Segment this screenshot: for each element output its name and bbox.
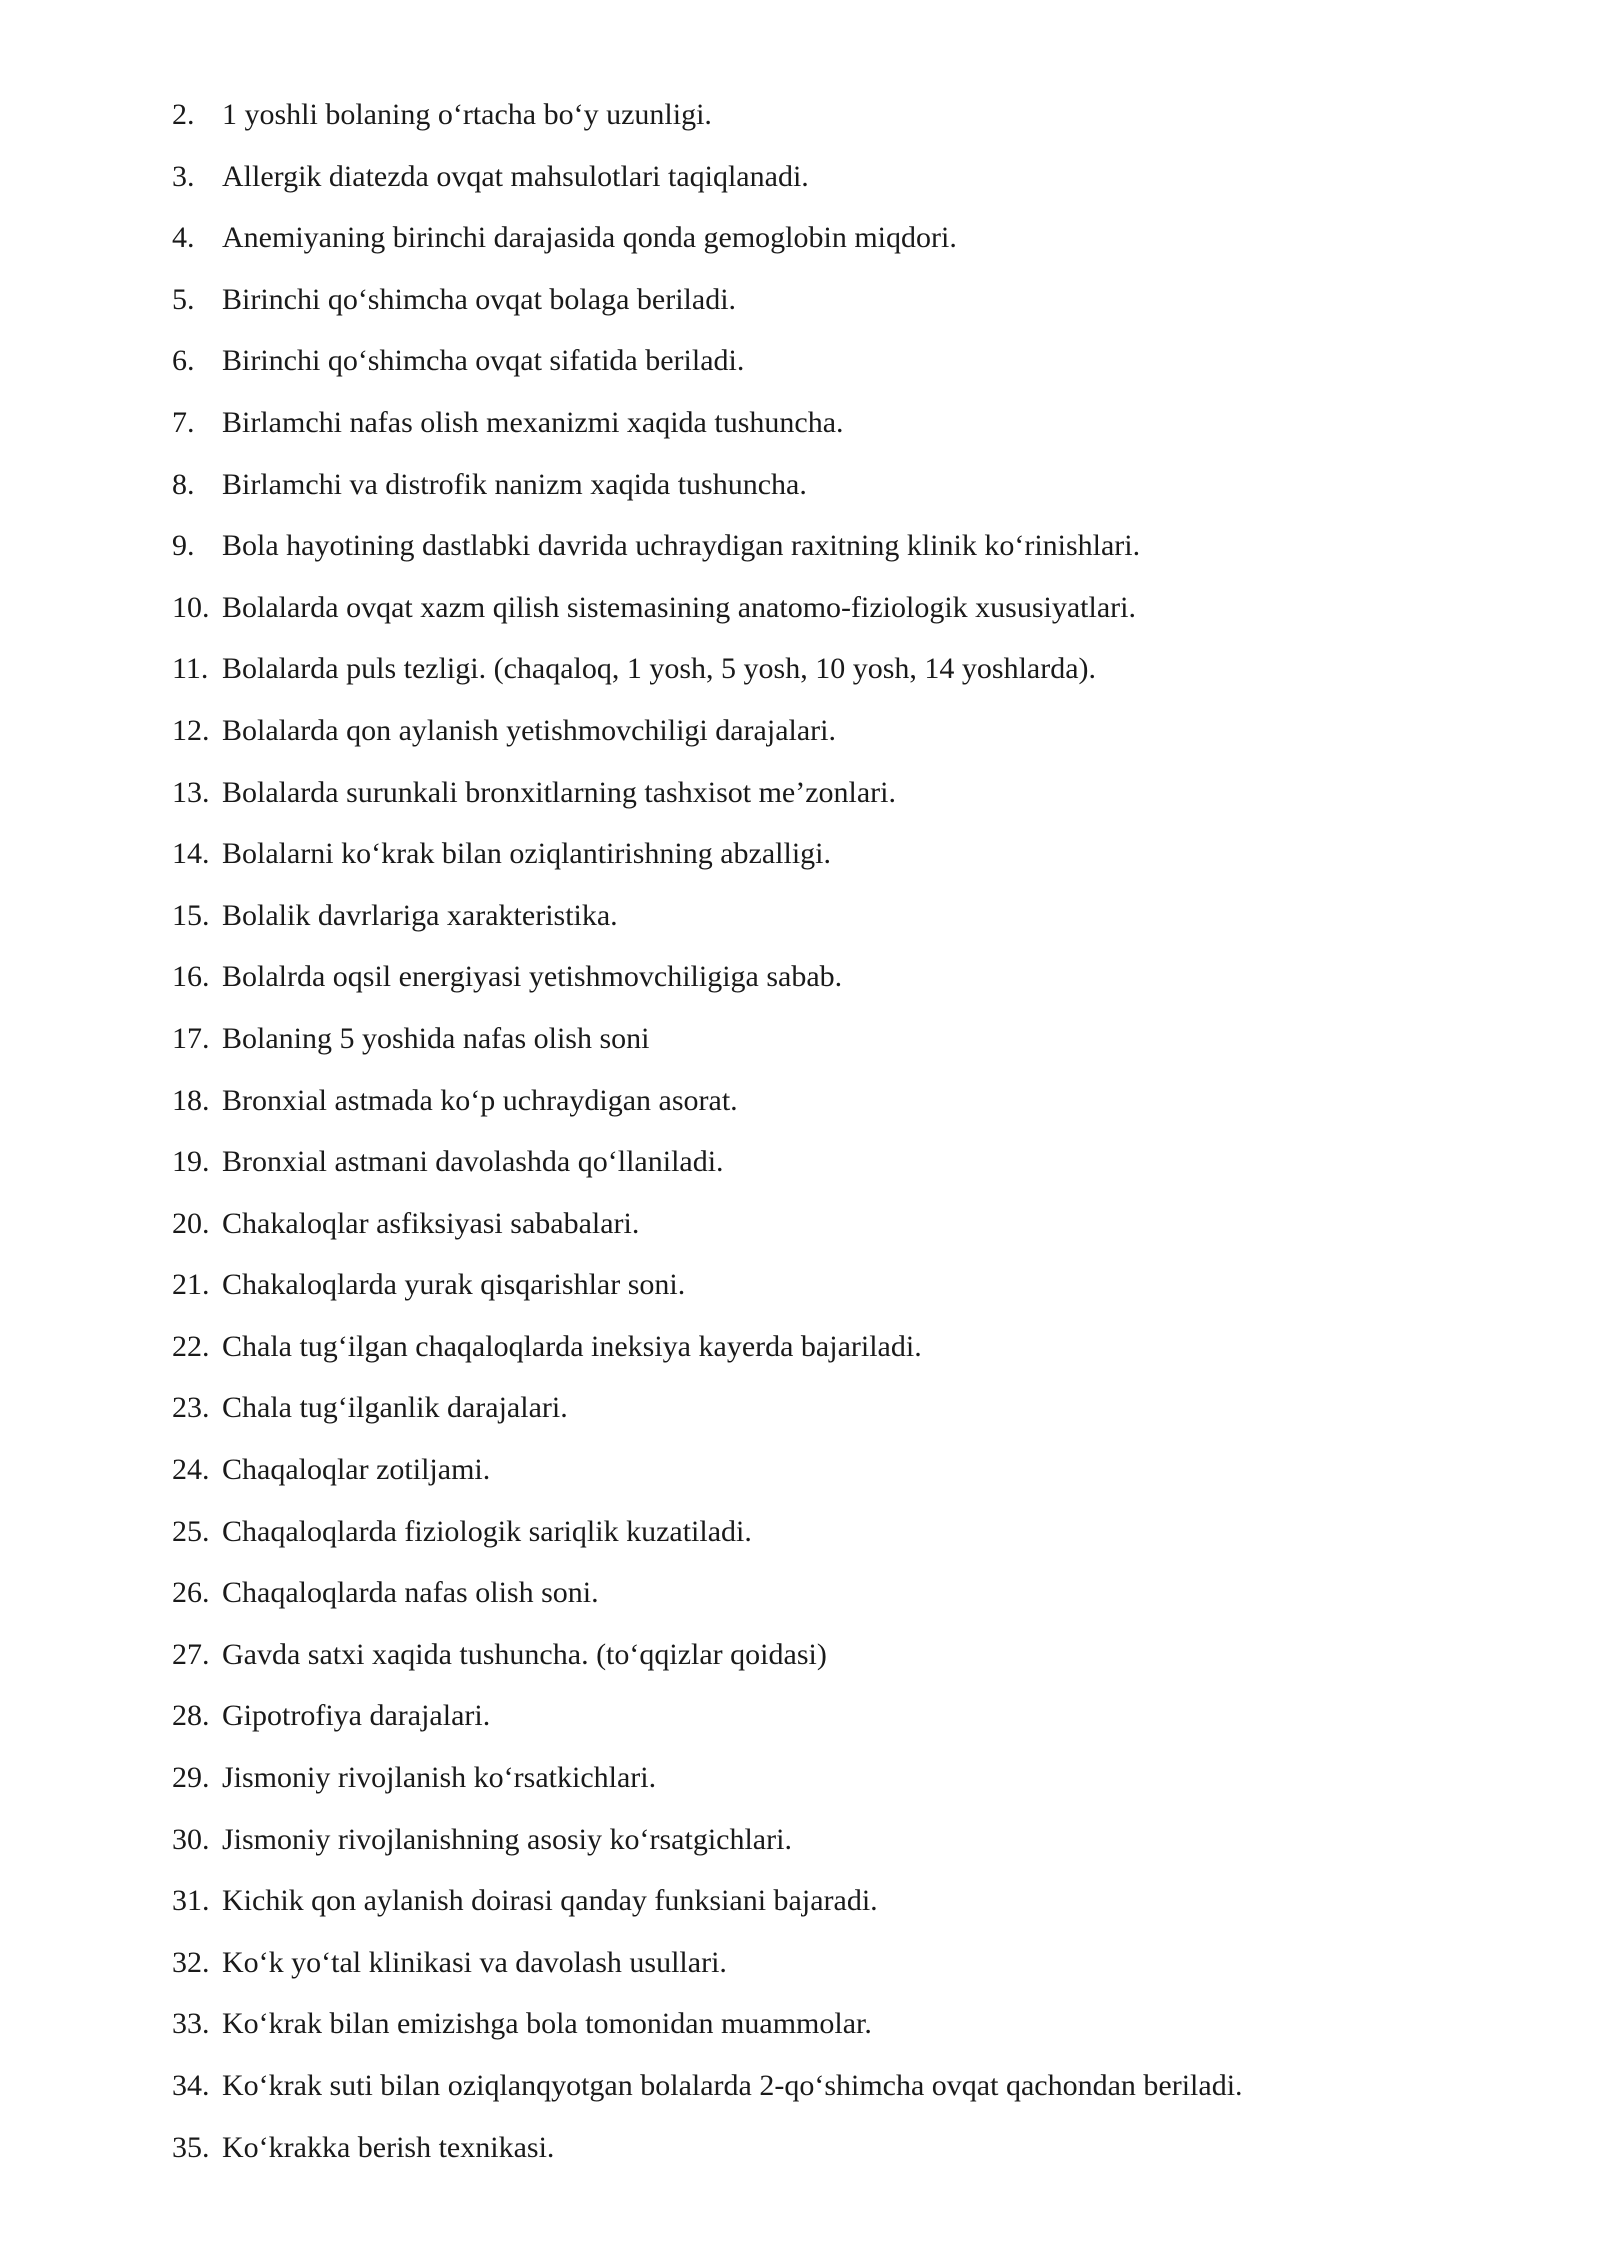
item-text: Kichik qon aylanish doirasi qanday funksiani bajaradi. bbox=[222, 1884, 878, 1918]
list-item bbox=[172, 1142, 1532, 1204]
item-number: 13. bbox=[172, 775, 210, 809]
item-text: Ko‘krak suti bilan oziqlanqyotgan bolalarda 2-qo‘shimcha ovqat qachondan beriladi. bbox=[222, 2069, 1243, 2102]
list-item bbox=[172, 1881, 1532, 1943]
item-number: 16. bbox=[172, 960, 210, 994]
list-item bbox=[172, 465, 1532, 527]
item-number: 20. bbox=[172, 1206, 210, 1240]
item-text: Bolalarda qon aylanish yetishmovchiligi darajalari. bbox=[222, 713, 836, 747]
item-number: 30. bbox=[172, 1822, 210, 1856]
item-text: Chakaloqlar asfiksiyasi sababalari. bbox=[222, 1206, 640, 1240]
item-text: Bolalarni ko‘krak bilan oziqlantirishning abzalligi. bbox=[222, 837, 832, 871]
item-text: Ko‘krakka berish texnikasi. bbox=[222, 2130, 555, 2164]
list-item bbox=[172, 1450, 1532, 1512]
item-number: 8. bbox=[172, 467, 195, 501]
item-text: Bolalarda ovqat xazm qilish sistemasining anatomo-fiziologik xususiyatlari. bbox=[222, 590, 1136, 624]
list-item bbox=[172, 1512, 1532, 1574]
item-number: 18. bbox=[172, 1083, 210, 1117]
item-number: 34. bbox=[172, 2069, 210, 2102]
list-item bbox=[172, 2004, 1532, 2066]
item-number: 24. bbox=[172, 1453, 210, 1487]
item-text: Gipotrofiya darajalari. bbox=[222, 1699, 491, 1733]
item-number: 35. bbox=[172, 2130, 210, 2164]
item-text: Chaqaloqlarda nafas olish soni. bbox=[222, 1576, 599, 1610]
item-text: Jismoniy rivojlanish ko‘rsatkichlari. bbox=[222, 1761, 657, 1795]
item-number: 27. bbox=[172, 1637, 210, 1671]
item-text: 1 yoshli bolaning o‘rtacha bo‘y uzunligi. bbox=[222, 98, 712, 131]
question-list bbox=[172, 95, 1532, 2189]
list-item bbox=[172, 403, 1532, 465]
item-number: 5. bbox=[172, 282, 195, 316]
item-text: Chaqaloqlar zotiljami. bbox=[222, 1453, 491, 1487]
list-item bbox=[172, 896, 1532, 958]
list-item bbox=[172, 1573, 1532, 1635]
item-number: 32. bbox=[172, 1945, 210, 1979]
list-item bbox=[172, 1204, 1532, 1266]
list-item bbox=[172, 280, 1532, 342]
list-item bbox=[172, 218, 1532, 280]
list-item bbox=[172, 1327, 1532, 1389]
list-item bbox=[172, 526, 1532, 588]
item-number: 12. bbox=[172, 713, 210, 747]
item-text: Birinchi qo‘shimcha ovqat bolaga beriladi. bbox=[222, 282, 737, 316]
item-number: 2. bbox=[172, 98, 195, 131]
item-number: 19. bbox=[172, 1145, 210, 1179]
list-item bbox=[172, 957, 1532, 1019]
item-text: Chaqaloqlarda fiziologik sariqlik kuzatiladi. bbox=[222, 1514, 752, 1548]
list-item bbox=[172, 1758, 1532, 1820]
item-text: Bolalik davrlariga xarakteristika. bbox=[222, 898, 618, 932]
item-number: 29. bbox=[172, 1761, 210, 1795]
item-number: 25. bbox=[172, 1514, 210, 1548]
list-item bbox=[172, 711, 1532, 773]
item-text: Bolalrda oqsil energiyasi yetishmovchiligiga sabab. bbox=[222, 960, 843, 994]
list-item bbox=[172, 773, 1532, 835]
item-number: 23. bbox=[172, 1391, 210, 1425]
item-number: 33. bbox=[172, 2007, 210, 2041]
list-item bbox=[172, 1265, 1532, 1327]
item-text: Bolalarda surunkali bronxitlarning tashxisot me’zonlari. bbox=[222, 775, 897, 809]
item-number: 21. bbox=[172, 1268, 210, 1302]
item-number: 31. bbox=[172, 1884, 210, 1918]
list-item bbox=[172, 1019, 1532, 1081]
item-number: 17. bbox=[172, 1021, 210, 1055]
list-item bbox=[172, 1388, 1532, 1450]
item-text: Bronxial astmada ko‘p uchraydigan asorat. bbox=[222, 1083, 738, 1117]
list-item bbox=[172, 1943, 1532, 2005]
item-number: 28. bbox=[172, 1699, 210, 1733]
item-text: Chakaloqlarda yurak qisqarishlar soni. bbox=[222, 1268, 686, 1302]
list-item bbox=[172, 588, 1532, 650]
item-number: 4. bbox=[172, 221, 195, 255]
item-text: Anemiyaning birinchi darajasida qonda gemoglobin miqdori. bbox=[222, 221, 957, 255]
item-number: 10. bbox=[172, 590, 210, 624]
item-text: Ko‘krak bilan emizishga bola tomonidan muammolar. bbox=[222, 2007, 872, 2041]
item-number: 14. bbox=[172, 837, 210, 871]
item-text: Bolaning 5 yoshida nafas olish soni bbox=[222, 1021, 650, 1055]
item-text: Bronxial astmani davolashda qo‘llaniladi. bbox=[222, 1145, 724, 1179]
item-text: Birinchi qo‘shimcha ovqat sifatida beriladi. bbox=[222, 344, 745, 378]
list-item bbox=[172, 95, 1532, 157]
list-item bbox=[172, 834, 1532, 896]
list-item bbox=[172, 1696, 1532, 1758]
list-item bbox=[172, 2066, 1532, 2128]
item-number: 6. bbox=[172, 344, 195, 378]
item-text: Birlamchi nafas olish mexanizmi xaqida tushuncha. bbox=[222, 405, 844, 439]
list-item bbox=[172, 1081, 1532, 1143]
list-item bbox=[172, 1635, 1532, 1697]
item-text: Bolalarda puls tezligi. (chaqaloq, 1 yosh, 5 yosh, 10 yosh, 14 yoshlarda). bbox=[222, 652, 1097, 686]
item-text: Ko‘k yo‘tal klinikasi va davolash usullari. bbox=[222, 1945, 727, 1979]
item-number: 26. bbox=[172, 1576, 210, 1610]
list-item bbox=[172, 2128, 1532, 2190]
list-item bbox=[172, 1820, 1532, 1882]
item-text: Birlamchi va distrofik nanizm xaqida tushuncha. bbox=[222, 467, 807, 501]
item-text: Chala tug‘ilgan chaqaloqlarda ineksiya kayerda bajariladi. bbox=[222, 1329, 922, 1363]
list-item bbox=[172, 341, 1532, 403]
item-text: Chala tug‘ilganlik darajalari. bbox=[222, 1391, 568, 1425]
list-item bbox=[172, 157, 1532, 219]
item-number: 11. bbox=[172, 652, 209, 686]
item-text: Allergik diatezda ovqat mahsulotlari taqiqlanadi. bbox=[222, 159, 809, 193]
item-text: Jismoniy rivojlanishning asosiy ko‘rsatgichlari. bbox=[222, 1822, 792, 1856]
item-number: 15. bbox=[172, 898, 210, 932]
item-number: 9. bbox=[172, 529, 195, 563]
item-number: 7. bbox=[172, 405, 195, 439]
item-text: Bola hayotining dastlabki davrida uchraydigan raxitning klinik ko‘rinishlari. bbox=[222, 529, 1141, 563]
item-number: 3. bbox=[172, 159, 195, 193]
list-item bbox=[172, 649, 1532, 711]
item-text: Gavda satxi xaqida tushuncha. (to‘qqizlar qoidasi) bbox=[222, 1637, 827, 1671]
item-number: 22. bbox=[172, 1329, 210, 1363]
